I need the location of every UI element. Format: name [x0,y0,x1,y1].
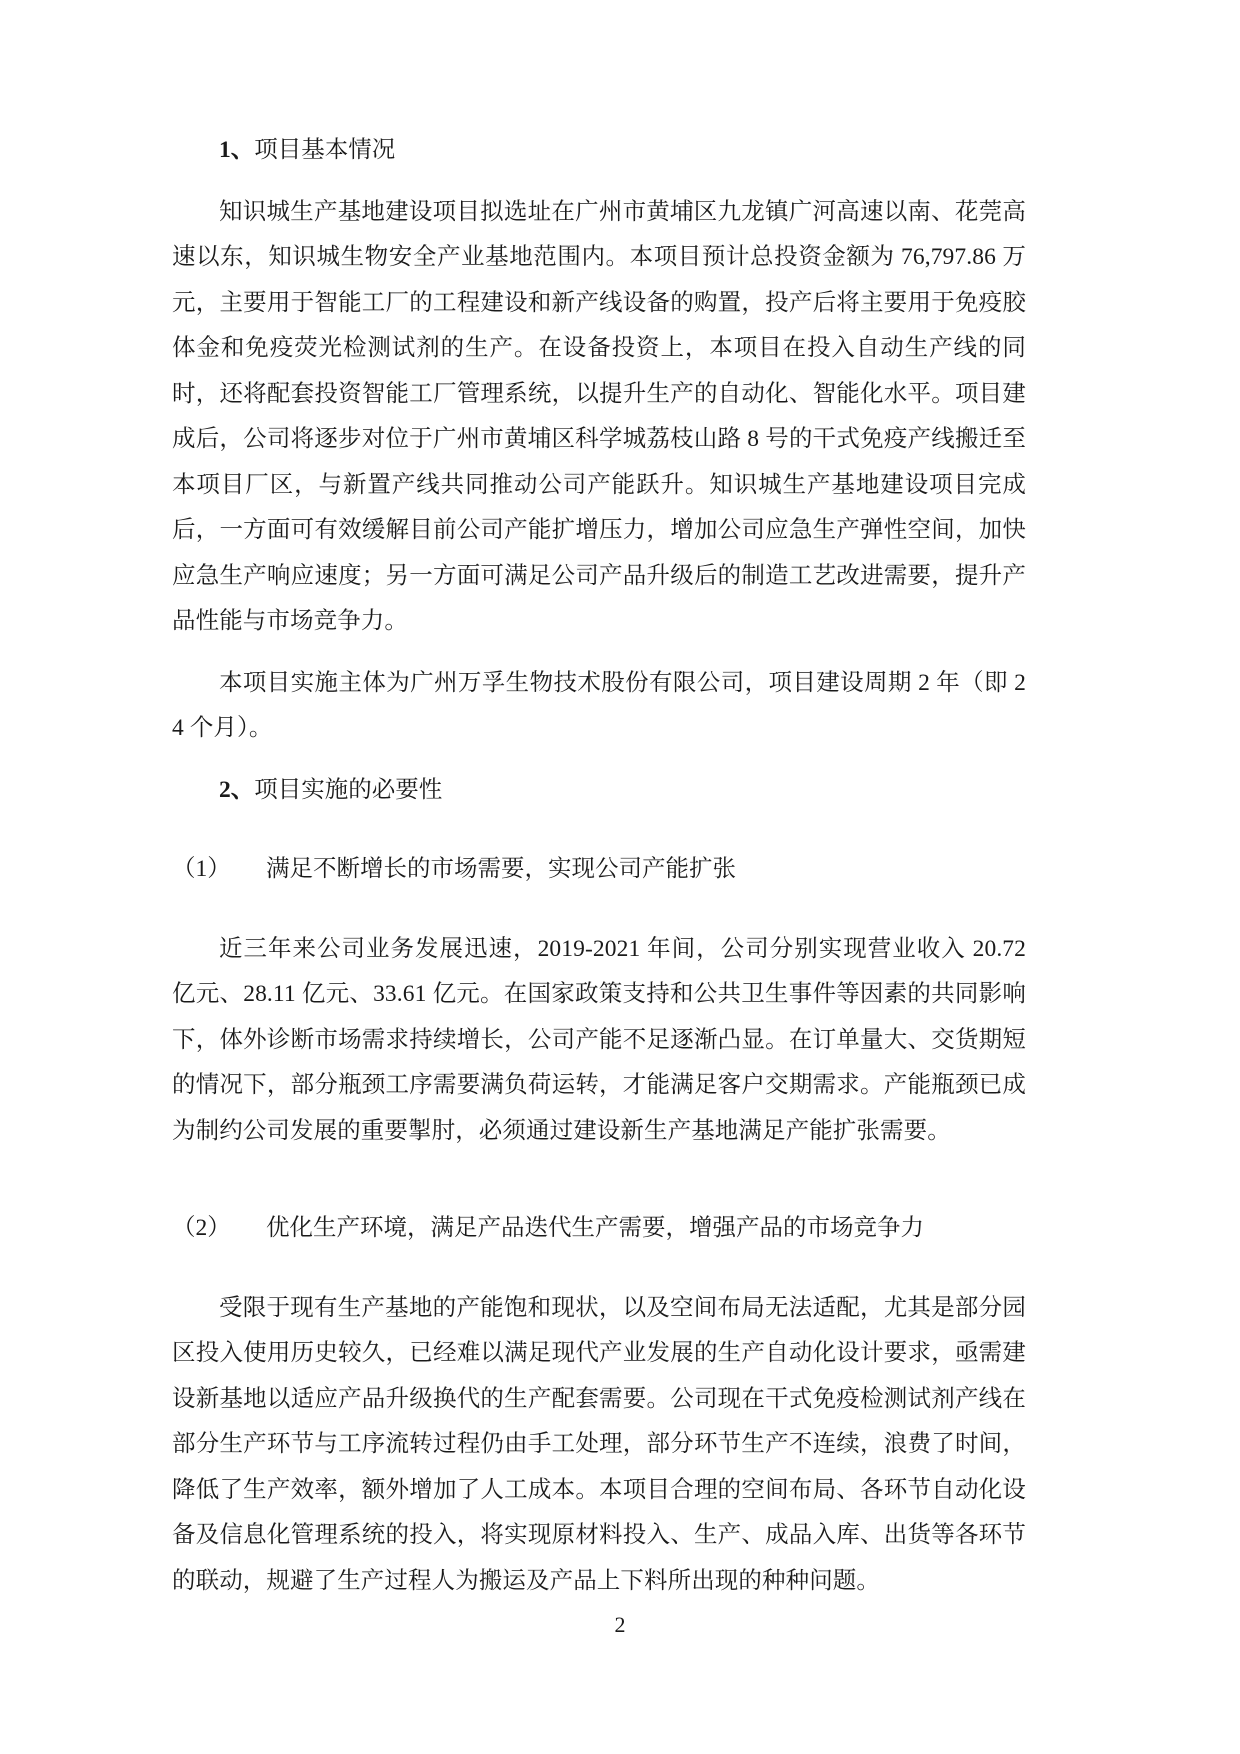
spacer [172,645,1026,661]
heading-section-1-text: 项目基本情况 [254,137,396,163]
paragraph-market-demand: 近三年来公司业务发展迅速，2019-2021 年间，公司分别实现营业收入 20.72 亿元、28.11 亿元、33.61 亿元。在国家政策支持和公共卫生事件等因素的共同影响下，体外诊断市场需求持续增长，公司产能不足逐渐凸显。在订单量大、交货期短的情况下，部分瓶颈工序需要满负荷运转，才能满足客户交期需求。产能瓶颈已成为制约公司发展的重要掣肘，必须通过建设新生产基地满足产能扩张需要。 [172,935,1026,1144]
paragraph-project-entity: 本项目实施主体为广州万孚生物技术股份有限公司，项目建设周期 2 年（即 24 个月）。 [172,669,1026,741]
subheading-2: （2） 优化生产环境，满足产品迭代生产需要，增强产品的市场竞争力 [172,1215,924,1241]
paragraph-production-environment: 受限于现有生产基地的产能饱和现状，以及空间布局无法适配，尤其是部分园区投入使用历史较久，已经难以满足现代产业发展的生产自动化设计要求，亟需建设新基地以适应产品升级换代的生产配套需要。公司现在干式免疫检测试剂产线在部分生产环节与工序流转过程仍由手工处理，部分环节生产不连续，浪费了时间，降低了生产效率，额外增加了人工成本。本项目合理的空间布局、各环节自动化设备及信息化管理系统的投入，将实现原材料投入、生产、成品入库、出货等各环节的联动，规避了生产过程人为搬运及产品上下料所出现的种种问题。 [172,1294,1026,1594]
heading-section-1-number: 1、 [219,137,255,163]
page-content [172,128,1026,1604]
spacer [172,893,1026,927]
heading-section-2-text: 项目实施的必要性 [254,776,443,803]
spacer [172,1252,1026,1286]
heading-section-2 [172,768,1026,814]
spacer [172,752,1026,768]
heading-section-1 [172,128,1026,174]
page-number: 2 [614,1612,626,1637]
spacer [172,813,1026,847]
paragraph-project-overview: 知识城生产基地建设项目拟选址在广州市黄埔区九龙镇广河高速以南、花莞高速以东，知识城生物安全产业基地范围内。本项目预计总投资金额为 76,797.86 万元，主要用于智能工厂的工程建设和新产线设备的购置，投产后将主要用于免疫胶体金和免疫荧光检测试剂的生产。在设备投资上，本项目在投入自动生产线的同时，还将配套投资智能工厂管理系统，以提升生产的自动化、智能化水平。项目建成后，公司将逐步对位于广州市黄埔区科学城荔枝山路 8 号的干式免疫产线搬迁至本项目厂区，与新置产线共同推动公司产能跃升。知识城生产基地建设项目完成后，一方面可有效缓解目前公司产能扩增压力，增加公司应急生产弹性空间，加快应急生产响应速度；另一方面可满足公司产品升级后的制造工艺改进需要，提升产品性能与市场竞争力。 [172,198,1026,634]
spacer [172,174,1026,190]
heading-section-2-number: 2、 [219,776,255,803]
subheading-1: （1） 满足不断增长的市场需要，实现公司产能扩张 [172,856,736,882]
spacer [172,1154,1026,1206]
